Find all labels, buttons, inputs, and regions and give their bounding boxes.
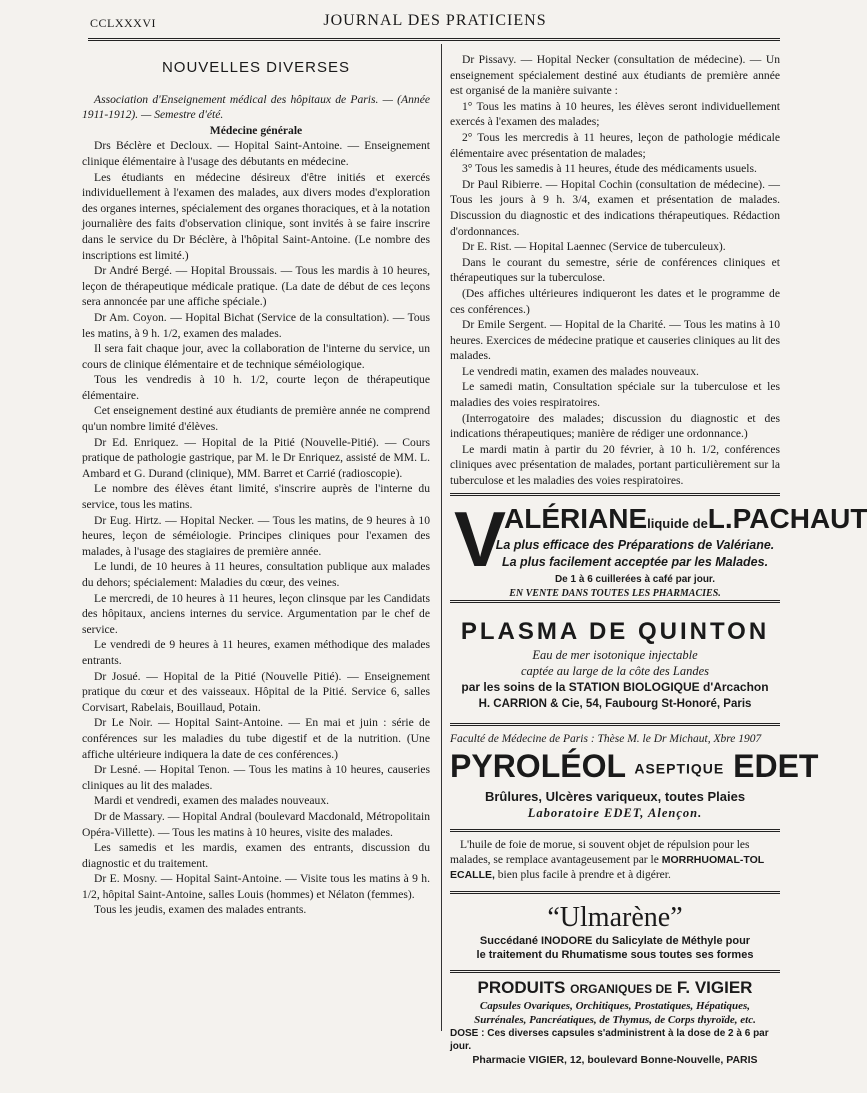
paragraph: Le nombre des élèves étant limité, s'inscrire auprès de l'interne du service, tous les matins. [82,482,430,512]
paragraph: Dr Am. Coyon. — Hopital Bichat (Service de la consultation). — Tous les matins, à 9 h. 1/2, examen des malades. [82,310,430,340]
pyroleol-title: PYROLÉOL ASEPTIQUE EDET [450,748,819,785]
valeriane-line2: La plus facilement acceptée par les Malades. [501,554,769,569]
quinton-line1: Eau de mer isotonique injectable [532,647,698,662]
ulmarene-line1: Succédané INODORE du Salicylate de Méthyle pour [479,935,751,948]
paragraph: Le vendredi de 9 heures à 11 heures, examen méthodique des malades entrants. [82,638,430,667]
ad-rule [450,891,780,894]
paragraph: Tous les jeudis, examen des malades entrants. [94,903,307,917]
ad-valeriane [450,494,867,599]
ad-rule [450,970,780,973]
page-number: CCLXXXVI [90,16,156,30]
valeriane-line1: La plus efficace des Préparations de Valériane. [495,537,775,552]
paragraph: Le mercredi, de 10 heures à 11 heures, leçon clinsque par les Candidats des hôpitaux, anciens internes du service. Argumentation par le chef de service. [82,591,430,636]
paragraph: (Interrogatoire des malades; discussion du diagnostic et des indications thérapeutiques; manière de rédiger une ordonnance.) [450,411,780,441]
paragraph: 2° Tous les mercredis à 11 heures, leçon de pathologie médicale élémentaire avec présentation de malades; [450,130,780,160]
ulmarene-title: “Ulmarène” [547,902,683,934]
ulmarene-line2: le traitement du Rhumatisme sous toutes ses formes [476,949,754,962]
vigier-dose: DOSE : Ces diverses capsules s'administrent à la dose de 2 à 6 par jour. [450,1028,769,1053]
quinton-line3: par les soins de la STATION BIOLOGIQUE d'Arcachon [461,679,769,694]
paragraph: Dr Pissavy. — Hopital Necker (consultation de médecine). — Un enseignement spécialement destiné aux étudiants de première année est organisé de la manière suivante : [450,53,780,98]
ad-rule [450,723,780,726]
vigier-line1: Capsules Ovariques, Orchitiques, Prostatiques, Hépatiques, [479,1000,751,1013]
paragraph: Le samedi matin, Consultation spéciale sur la tuberculose et les maladies des voies respiratoires. [450,380,780,410]
ad-vigier [450,975,780,1067]
quinton-address: H. CARRION & Cie, 54, Faubourg St-Honoré, Paris [478,697,752,710]
left-column [82,52,430,918]
subheading: Médecine générale [209,123,303,137]
paragraph: Dr de Massary. — Hopital Andral (boulevard Macdonald, Métropolitain Opéra-Villette). — Tous les matins à 10 heures, visite des malades. [82,809,430,839]
valeriane-dose: De 1 à 6 cuillerées à café par jour. [554,573,716,585]
paragraph: Dr E. Mosny. — Hopital Saint-Antoine. — Visite tous les matins à 9 h. 1/2, hôpital Saint-Antoine, salles Louis (hommes) et Nélaton (femmes). [82,872,430,901]
paragraph: Mardi et vendredi, examen des malades nouveaux. [94,794,330,808]
quinton-line2: captée au large de la côte des Landes [520,663,710,678]
vigier-line2: Surrénales, Pancréatiques, de Thymus, de Corps thyroïde, etc. [474,1013,756,1026]
paragraph: Dr Paul Ribierre. — Hopital Cochin (consultation de médecine). — Tous les jours à 9 h. 3/4, examen et présentation de malades. Discussion du diagnostic et des indications thérapeutiques. Rédaction d'ordonnances. [450,177,780,238]
paragraph: Dr André Bergé. — Hopital Broussais. — Tous les mardis à 10 heures, leçon de thérapeutique médicale pratique. (La date de début de ces leçons sera annoncée par une affiche spéciale.) [82,264,430,309]
paragraph: Il sera fait chaque jour, avec la collaboration de l'interne du service, un cours de clinique élémentaire et de technique séméiologique. [82,342,430,371]
paragraph: 1° Tous les matins à 10 heures, les élèves seront individuellement exercés à l'examen des malades; [450,99,780,129]
valeriane-initial: V [454,494,507,583]
paragraph: Dans le courant du semestre, série de conférences cliniques et thérapeutiques sur la tuberculose. [450,255,780,285]
paragraph: Dr Emile Sergent. — Hopital de la Charité. — Tous les matins à 10 heures. Exercices de médecine pratique et causeries cliniques au lit des malades. [450,318,780,363]
paragraph: Dr Le Noir. — Hopital Saint-Antoine. — En mai et juin : série de conférences sur les maladies du tube digestif et de la nutrition. (Une affiche ultérieure indiquera la date de ces conférences.) [82,716,430,761]
section-heading: NOUVELLES DIVERSES [161,59,351,76]
paragraph: (Des affiches ultérieures indiqueront les dates et le programme de ces conférences.) [450,286,780,316]
ad-ulmarene [450,896,780,966]
paragraph: Dr Josué. — Hopital de la Pitié (Nouvelle Pitié). — Enseignement pratique du cœur et des vaisseaux. Hôpital de la Pitié. Service 6, salles Corvisart, Rabelais, Bouillaud, Potain. [82,669,430,714]
paragraph: Drs Béclère et Decloux. — Hopital Saint-Antoine. — Enseignement clinique élémentaire à l'usage des débutants en médecine. [82,139,430,168]
paragraph: Dr E. Rist. — Hopital Laennec (Service de tuberculeux). [462,240,726,254]
paragraph: Tous les vendredis à 10 h. 1/2, courte leçon de thérapeutique élémentaire. [82,373,430,402]
intro-paragraph: Association d'Enseignement médical des hôpitaux de Paris. — (Année 1911-1912). — Semestre d'été. [82,92,430,122]
vigier-title: PRODUITS ORGANIQUES DE F. VIGIER [477,978,753,998]
pyroleol-lab: Laboratoire EDET, Alençon. [527,805,703,820]
ad-pyroleol [450,728,819,826]
pyroleol-faculty: Faculté de Médecine de Paris : Thèse M. le Dr Michaut, Xbre 1907 [450,732,762,745]
ad-quinton [450,605,780,719]
paragraph: Le vendredi matin, examen des malades nouveaux. [462,364,699,378]
paragraph: 3° Tous les samedis à 11 heures, étude des médicaments usuels. [462,162,757,176]
paragraph: Cet enseignement destiné aux étudiants de première année ne comprend qu'un nombre limité d'élèves. [82,404,430,434]
valeriane-sale: EN VENTE DANS TOUTES LES PHARMACIES. [509,587,721,599]
header-rule [88,38,780,41]
paragraph: Les étudiants en médecine désireux d'être initiés et exercés individuellement à l'examen des malades, aux divers modes d'exploration des organes internes, spécialement des organes thoraciques, et à la notation journalière des faits d'observation clinique, sont invités à se faire inscrire dans le service du Dr Béclère, à l'hôpital Saint-Antoine. (Le nombre des inscriptions est limité.) [82,170,430,262]
right-column [450,52,867,1067]
right-paragraphs [450,52,780,489]
valeriane-title: ALÉRIANEliquide deL.PACHAUT [504,502,867,534]
running-header [90,12,780,36]
ad-morrhuomal: L'huile de foie de morue, si souvent objet de répulsion pour les malades, se remplace avantageusement par le MORRHUOMAL-TOL ECALLE, bien plus facile à prendre et à digérer. [450,839,764,882]
paragraph: Dr Ed. Enriquez. — Hopital de la Pitié (Nouvelle-Pitié). — Cours pratique de pathologie gastrique, par M. le Dr Enriquez, assisté de MM. L. Ambard et G. Durand (clinique), MM. Barret et Carrié (radioscopie). [82,435,430,480]
column-divider [441,44,442,1031]
paragraph: Dr Lesné. — Hopital Tenon. — Tous les matins à 10 heures, causeries cliniques au lit des malades. [82,763,430,792]
left-paragraphs [82,138,430,918]
vigier-pharmacy: Pharmacie VIGIER, 12, boulevard Bonne-Nouvelle, PARIS [472,1054,758,1067]
ad-rule [450,829,780,832]
pyroleol-line: Brûlures, Ulcères variqueux, toutes Plaies [484,788,746,804]
paragraph: Le lundi, de 10 heures à 11 heures, consultation publique aux malades du dehors; spécialement: Maladies du cœur, des veines. [82,560,430,589]
journal-title: JOURNAL DES PRATICIENS [323,12,547,29]
paragraph: Les samedis et les mardis, examen des entrants, discussion du diagnostic et du traitement. [82,841,430,870]
quinton-title: PLASMA DE QUINTON [460,617,770,645]
paragraph: Dr Eug. Hirtz. — Hopital Necker. — Tous les matins, de 9 heures à 10 heures, leçon de séméiologie. Principes cliniques pour l'examen des malades, à l'usage des stagiaires de première année. [82,513,430,558]
paragraph: Le mardi matin à partir du 20 février, à 10 h. 1/2, conférences cliniques avec présentation de malades, portant particulièrement sur la tuberculose et les maladies des voies respiratoires. [450,442,780,488]
